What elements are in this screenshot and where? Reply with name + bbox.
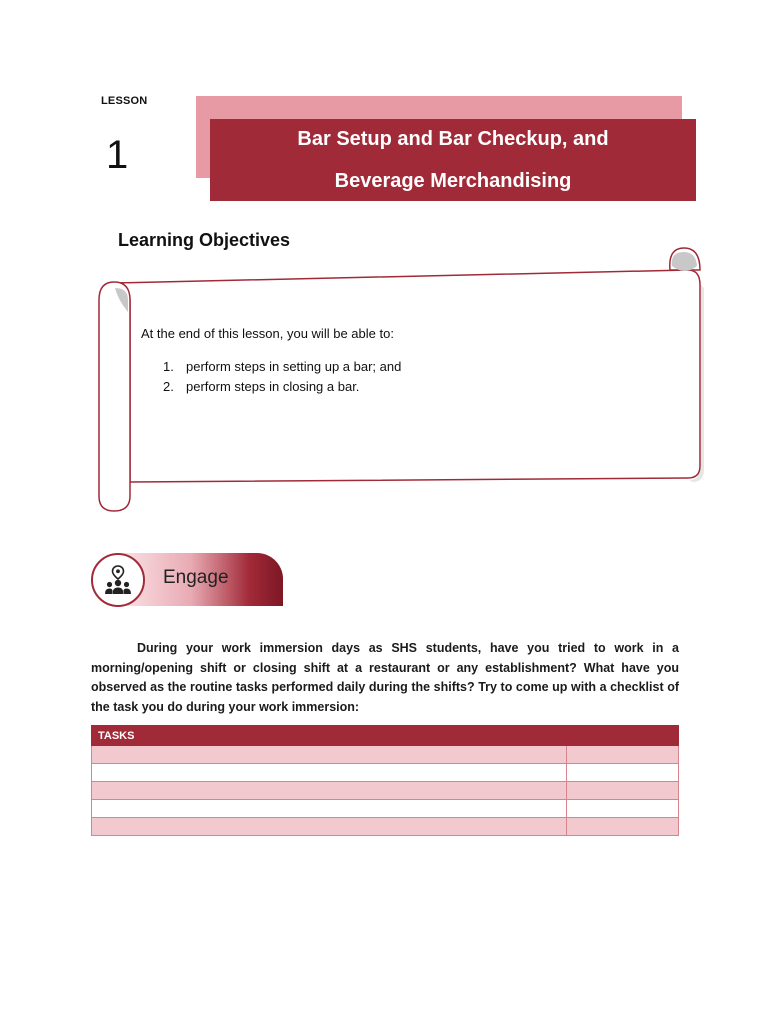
table-row (92, 746, 679, 764)
engage-icon-circle (91, 553, 145, 607)
lesson-number: 1 (106, 133, 129, 177)
check-cell[interactable] (567, 818, 679, 836)
table-row (92, 782, 679, 800)
lesson-label: LESSON (101, 95, 148, 107)
lesson-title-line1: Bar Setup and Bar Checkup, and (297, 128, 609, 150)
objectives-heading: Learning Objectives (118, 230, 291, 250)
objectives-intro: At the end of this lesson, you will be able to: (141, 326, 394, 341)
task-cell[interactable] (92, 782, 567, 800)
task-cell[interactable] (92, 746, 567, 764)
objectives-list (163, 357, 401, 397)
lesson-title-line2: Beverage Merchandising (334, 170, 572, 192)
task-cell[interactable] (92, 818, 567, 836)
table-row (92, 800, 679, 818)
tasks-table-header: TASKS (92, 726, 679, 746)
check-cell[interactable] (567, 800, 679, 818)
check-cell[interactable] (567, 764, 679, 782)
engage-label: Engage (163, 567, 229, 588)
check-cell[interactable] (567, 746, 679, 764)
table-row (92, 764, 679, 782)
table-row (92, 818, 679, 836)
objective-item: 2. perform steps in closing a bar. (163, 379, 360, 394)
tasks-table (91, 725, 679, 836)
task-cell[interactable] (92, 800, 567, 818)
people-location-icon (101, 563, 135, 597)
task-cell[interactable] (92, 764, 567, 782)
check-cell[interactable] (567, 782, 679, 800)
engage-paragraph: During your work immersion days as SHS students, have you tried to work in a morning/opening shift or closing shift at a restaurant or any establishment? What have you observed as the routine tasks performed daily during the shifts? Try to come up with a checklist of the task you do during your work immersion: (91, 641, 679, 714)
objective-item: 1. perform steps in setting up a bar; and (163, 359, 402, 374)
